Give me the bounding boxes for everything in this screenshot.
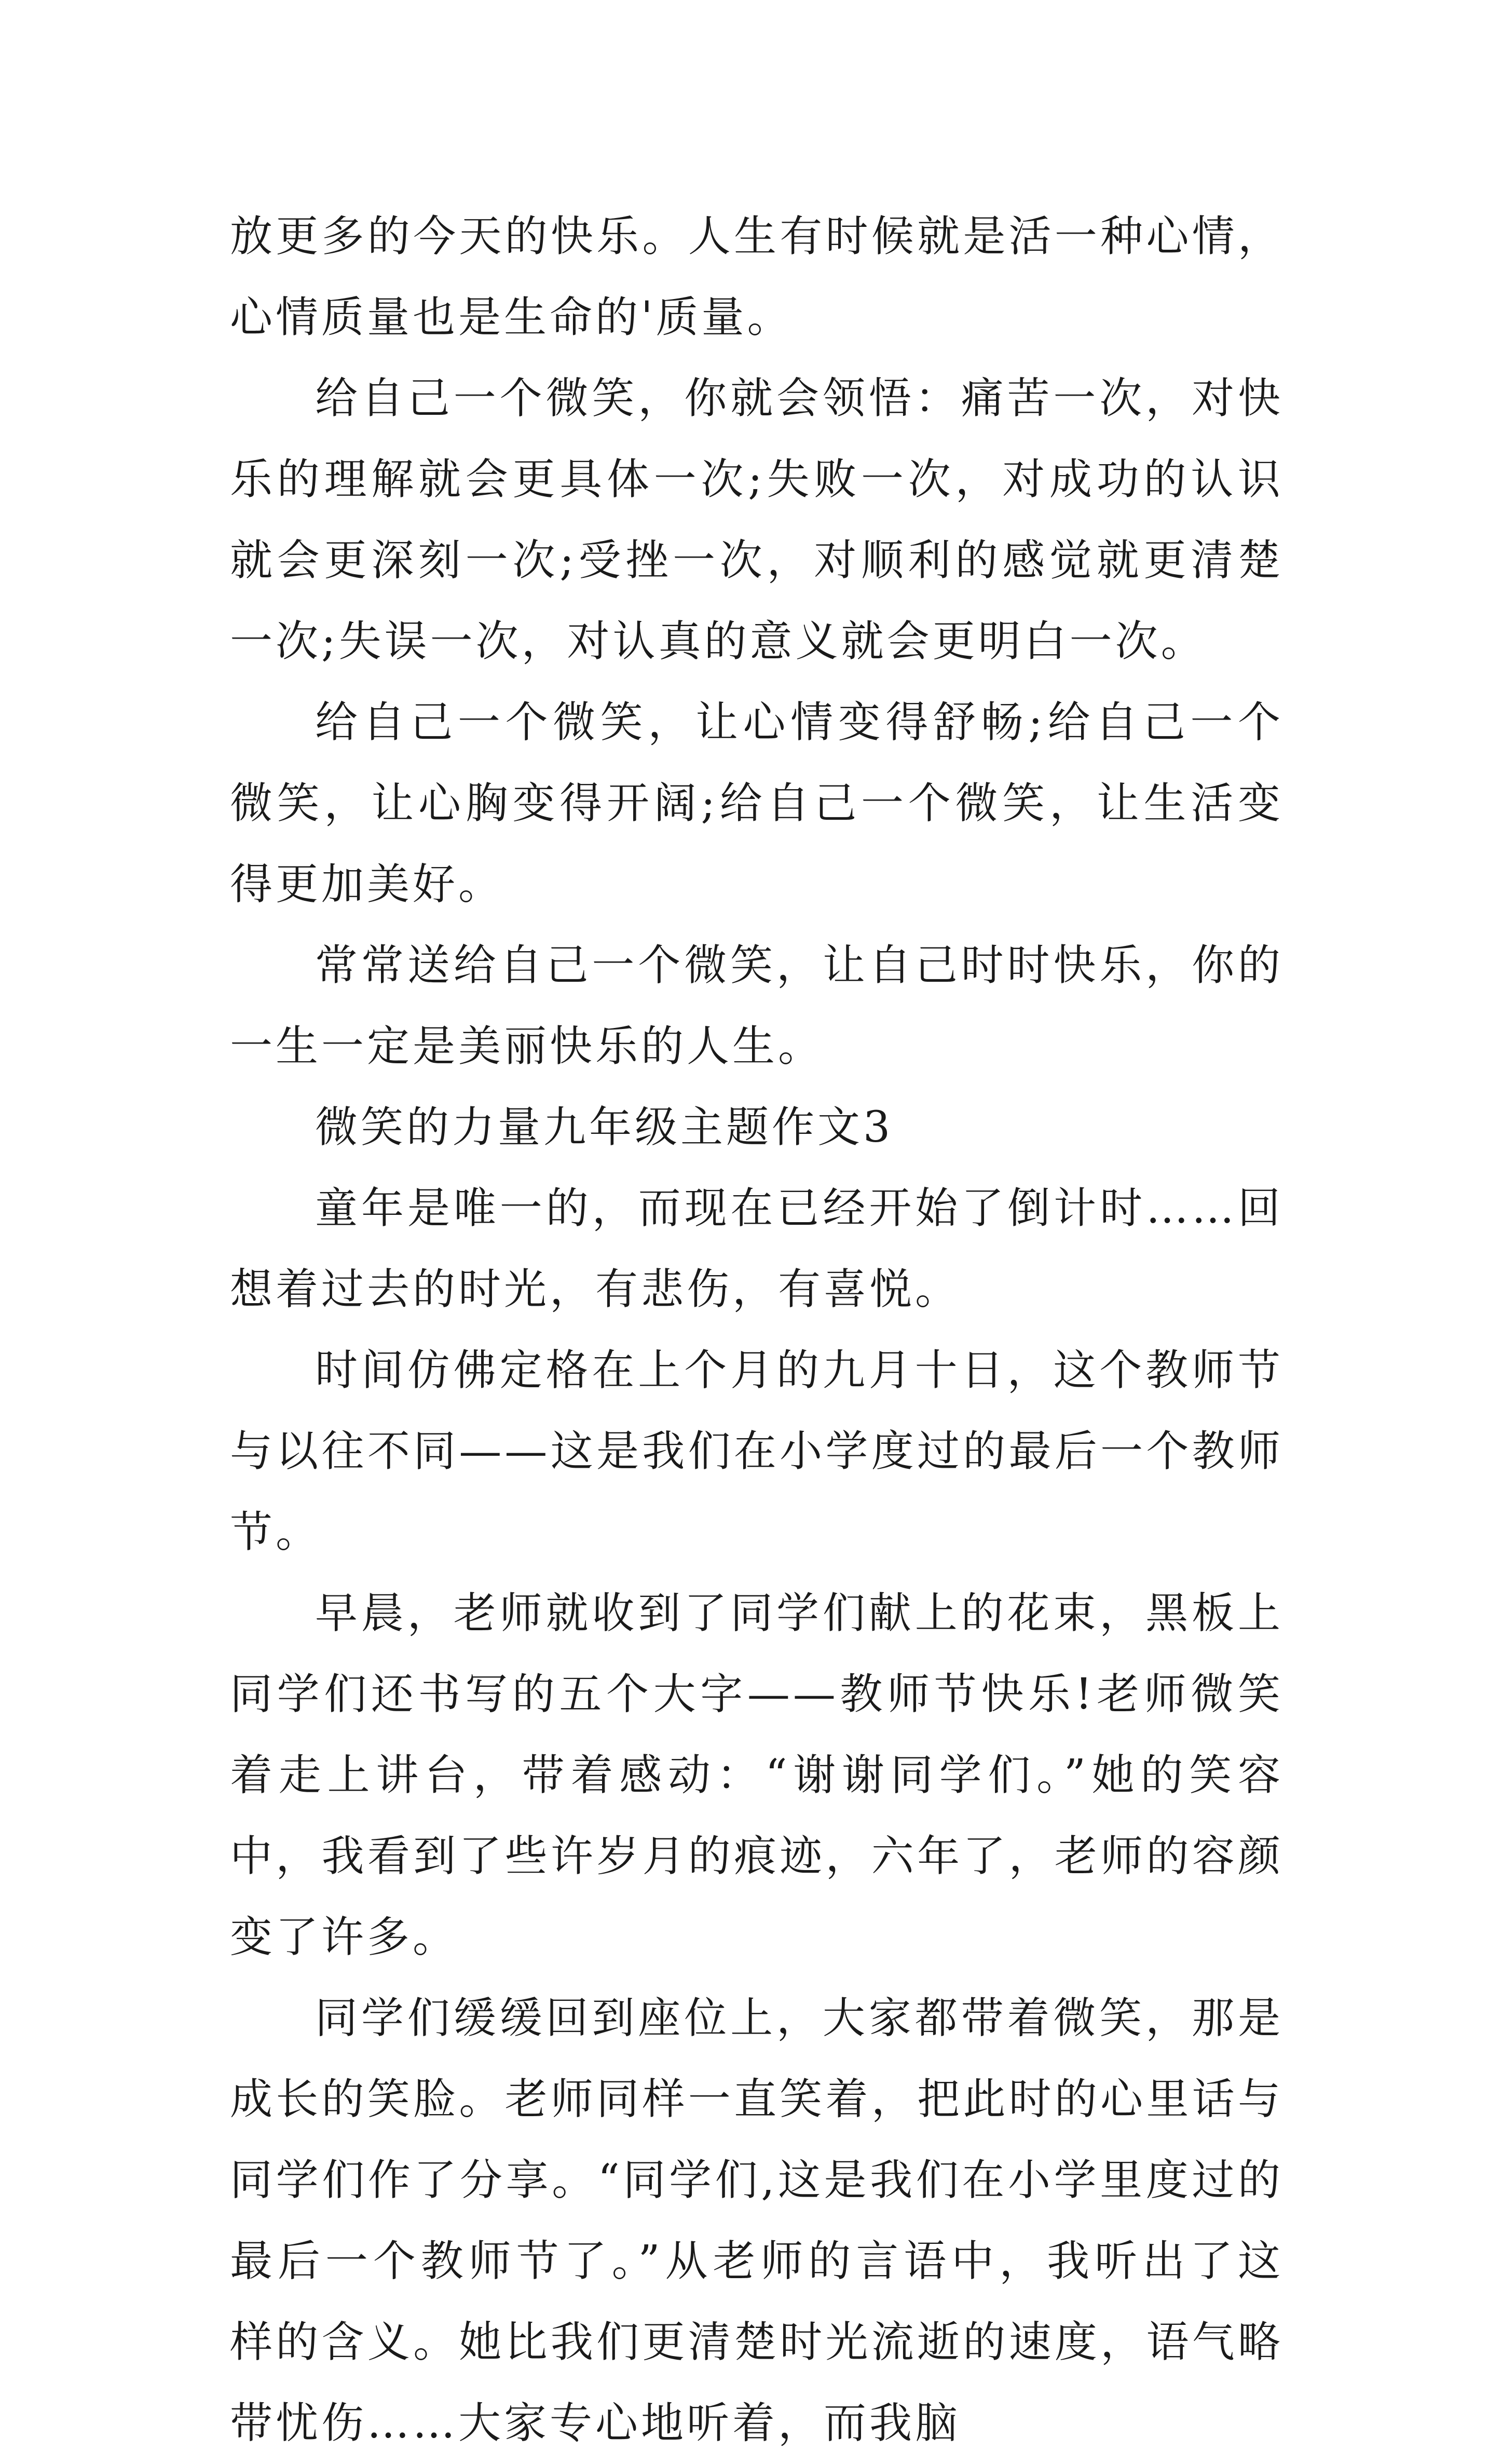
- paragraph-5: 童年是唯一的，而现在已经开始了倒计时……回想着过去的时光，有悲伤，有喜悦。: [230, 1184, 1283, 1314]
- paragraph-8: 同学们缓缓回到座位上，大家都带着微笑，那是成长的笑脸。老师同样一直笑着，把此时的心里话与同学们作了分享。“同学们,这是我们在小学里度过的最后一个教师节了。”从老师的言语中，我听出了这样的含义。她比我们更清楚时光流逝的速度，语气略带忧伤……大家专心地听着，而我脑: [230, 1994, 1283, 2448]
- paragraph-2: 给自己一个微笑，你就会领悟：痛苦一次，对快乐的理解就会更具体一次;失败一次，对成功的认识就会更深刻一次;受挫一次，对顺利的感觉就更清楚一次;失误一次，对认真的意义就会更明白一次。: [230, 374, 1283, 666]
- essay-title: 微笑的力量九年级主题作文3: [315, 1103, 894, 1152]
- paragraph-4: 常常送给自己一个微笑，让自己时时快乐，你的一生一定是美丽快乐的人生。: [230, 941, 1283, 1071]
- paragraph-1: 放更多的今天的快乐。人生有时候就是活一种心情，心情质量也是生命的'质量。: [230, 212, 1283, 342]
- paragraph-6: 时间仿佛定格在上个月的九月十日，这个教师节与以往不同——这是我们在小学度过的最后一个教师节。: [230, 1346, 1283, 1557]
- document-body: [230, 196, 1283, 2464]
- paragraph-3: 给自己一个微笑，让心情变得舒畅;给自己一个微笑，让心胸变得开阔;给自己一个微笑，让生活变得更加美好。: [230, 698, 1283, 909]
- paragraph-7: 早晨，老师就收到了同学们献上的花束，黑板上同学们还书写的五个大字——教师节快乐!老师微笑着走上讲台，带着感动：“谢谢同学们。”她的笑容中，我看到了些许岁月的痕迹，六年了，老师的容颜变了许多。: [230, 1589, 1283, 1962]
